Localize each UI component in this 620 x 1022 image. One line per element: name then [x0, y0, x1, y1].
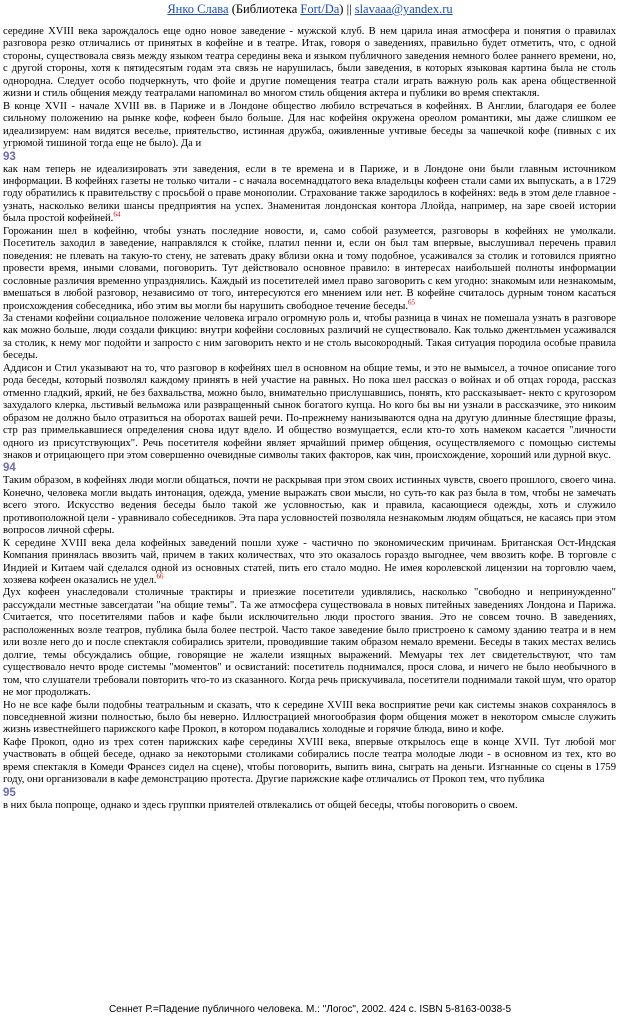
- paragraph: в них была попроще, однако и здесь группки приятелей отвлекались от общей беседы, чтобы поговорить о своем.: [3, 799, 518, 811]
- page-number: 93: [3, 150, 16, 163]
- library-label-open: (Библиотека: [228, 2, 301, 16]
- library-link[interactable]: Fort/Da: [300, 2, 340, 16]
- paragraph: середине XVIII века зарождалось еще одно новое заведение - мужской клуб. В нем царила иная атмосфера и понятия о правилах разговора резко отличались от принятых в кофейне и в театре. Итак, говоря о заведениях, правильно будет отметить, что, с одной стороны, существовала связь между языком театра середины века и языком публичного заведения немного более раннего времени, но, с другой стороны, хотя к пятидесятым годам эта связь не нарушилась, были заведения, в которых языковая картина была не столь однородна. Следует особо подчеркнуть, что фойе и другие помещения театра стали играть важную роль как арена общественной жизни и стиль общения между театралами напоминал во многом стиль общения актера и публики во время спектакля.: [3, 26, 616, 100]
- paragraph: [3, 538, 616, 588]
- footnote-link[interactable]: 65: [408, 297, 416, 306]
- citation-footer: Сеннет Р.=Падение публичного человека. М.: "Логос", 2002. 424 с. ISBN 5-8163-0038-5: [108, 1004, 512, 1015]
- footnote-link[interactable]: 66: [156, 572, 164, 581]
- paragraph: В конце XVII - начале XVIII вв. в Париже и в Лондоне общество любило встречаться в кофейнях. В Англии, благодаря ее более сильному положению на рынке кофе, кофеен было больше. Для нас кофейня окружена ореолом романтики, мы даже слишком ее идеализируем: нам видятся веселье, приятельство, истинная дружба, оживленные учтивые беседы за чашечкой кофе (пивных с их угрюмой тишиной тогда еще не было). Да и: [3, 100, 616, 150]
- page-number: 95: [3, 786, 16, 799]
- paragraph-text: как нам теперь не идеализировать эти заведения, если в те времена и в Париже, и в Лондоне они были главным источником информации. В кофейнях газеты не только читали - с начала восемнадцатого века владельцы кофеен стали сами их выпускать, а в 1729 году обратились к правительству с просьбой о праве монополии. Страхование также зародилось в кофейнях: ведь в этом деле главное - узнать, насколько велики шансы предприятия на успех. Знаменитая лондонская контора Ллойда, например, на заре своей истории была простой кофейней.: [3, 163, 616, 225]
- paragraph: За стенами кофейни социальное положение человека играло огромную роль и, чтобы разница в чинах не помешала узнать в разговоре как можно больше, люди создали фикцию: внутри кофейни сословных различий не существовало. Как только джентльмен усаживался за столик, к нему мог подойти и запросто с ним заговорить некто и не столь высокородный. Такая ситуация породила особые правила беседы.: [3, 312, 616, 362]
- page-header: [0, 0, 620, 19]
- paragraph: Аддисон и Стил указывают на то, что разговор в кофейнях шел в основном на общие темы, и это не вымысел, а точное описание того рода беседы, который позволял каждому принять в ней участие на равных. Но пока шел рассказ о войнах и об отцах города, рассказ отменно гладкий, яркий, не без бахвальства, можно было, внимательно прислушавшись, понять, кто рассказывает- некто с кругозором захудалого клерка, льстивый вельможа или развращенный сынок богатого купца. Но кого бы вы ни узнали в рассказчике, это никоим образом не должно было отразиться на оборотах вашей речи. По-прежнему нанизываются одна на другую длинные блестящие фразы, стр раз примелькавшиеся определения снова идут вдело. И общество возмущается, если кто-то хоть намеком касается "личности одного из присутствующих". Речь посетителя кофейни являет ярчайший пример общения, осуществляемого с помощью системы знаков и отрицающего при этом совершенно очевидные символы таких факторов, как чин, происхождение, хороший или дурной вкус.: [3, 362, 616, 461]
- paragraph: [3, 164, 616, 226]
- author-link[interactable]: Янко Слава: [167, 2, 229, 16]
- paragraph: [3, 226, 616, 313]
- paragraph: Кафе Прокоп, одно из трех сотен парижских кафе середины XVIII века, впервые открылось еще в конце XVII. Тут любой мог участвовать в общей беседе, однако за некоторыми столиками собирались после театра молодые люди - в основном из тех, кто во время спектакля в Комеди Франсез сидел на сцене), чтобы поговорить, выпить вина, сыграть на деньги. Изгнанные со сцены в 1759 году, они организовали в кафе демонстрацию протеста. Другие парижские кафе отличались от Прокоп тем, что публика: [3, 736, 616, 786]
- paragraph-text: К середине XVIII века дела кофейных заведений пошли хуже - частично по экономическим причинам. Британская Ост-Индская Компания принялась ввозить чай, причем в таких количествах, что это оказалось гораздо выгоднее, чем ввозить кофе. В торговле с Индией и Китаем чай сделался одной из основных статей, пить его стало модно. Не имея королевской лицензии на торговлю чаем, хозяева кофеен оказались не удел.: [3, 537, 616, 587]
- footnote-link[interactable]: 64: [113, 210, 121, 219]
- paragraph: Таким образом, в кофейнях люди могли общаться, почти не раскрывая при этом своих истинных чувств, своего прошлого, своего чина. Конечно, человека могли выдать интонация, одежда, умение выражать свои мысли, но суть-то как раз была в том, чтобы не замечать всего этого. Искусство ведения беседы было такой же условностью, как и правила, касающиеся одежды, хоть и служило противоположной цели - уравнивало собеседников. Эта пара условностей позволяла незнакомым людям общаться, не касаясь при этом вопросов личной сферы.: [3, 475, 616, 537]
- paragraph: Дух кофеен унаследовали столичные трактиры и приезжие посетители удивлялись, насколько "свободно и непринужденно" рассуждали местные завсегдатаи "на общие темы". Та же атмосфера существовала в новых питейных заведениях Лондона и Парижа. Считается, что посетителями пабов и кафе были исключительно люди простого звания. Это не совсем точно. В заведениях, расположенных возле театров, публика была более пестрой. Часто такое заведение было пристроено к самому зданию театра и в нем или возле него до и после спектакля собирались зрители, проводившие таким образом немало времени. Беседы в таких местах велись долгие, темы обсуждались общие, говорящие не жалели изящных выражений. Мемуары тех лет свидетельствуют, что там существовало нечто вроде системы "моментов" и освистаний: посетитель поднимался, прося слова, и ничего не было необычного в том, что слушатели требовали повторить что-то из сказанного. Когда речь прискучивала, посетители поднимали такой шум, что оратор не мог продолжать.: [3, 587, 616, 699]
- page-number: 94: [3, 462, 16, 475]
- paragraph: Но не все кафе были подобны театральным и сказать, что к середине XVIII века восприятие речи как системы знаков сохранялось в повседневной жизни полностью, было бы неверно. Иллюстрацией многообразия форм общения может в некотором смысле служить жизнь известнейшего парижского кафе Прокоп, в котором подавались холодные и горячие блюда, вино и кофе.: [3, 699, 616, 736]
- email-link[interactable]: slavaaa@yandex.ru: [354, 2, 453, 16]
- library-label-close: ) ||: [339, 2, 355, 16]
- paragraph-text: Горожанин шел в кофейню, чтобы узнать последние новости, и, само собой разумеется, разговоры в кофейнях не умолкали. Посетитель заходил в заведение, направлялся к стойке, платил пенни и, если он был там впервые, выслушивал перечень правил поведения: не плевать на такую-то стену, не затевать драку вблизи окна и тому подобное, усаживался за столик и готовился приятно провести время, иными словами, поговорить. Тут действовало основное правило: в интересах наибольшей полноты информации сословные различия временно упразднялись. Каждый из посетителей имел право заговорить с кем угодно: знакомым или незнакомым, вмешаться в любой разговор, независимо от того, интересуются его мнением или нет. В кофейне считалось дурным тоном касаться происхождения собеседника, ибо этим вы могли бы нарушить свободное течение беседы.: [3, 225, 616, 312]
- document-body: [3, 26, 616, 812]
